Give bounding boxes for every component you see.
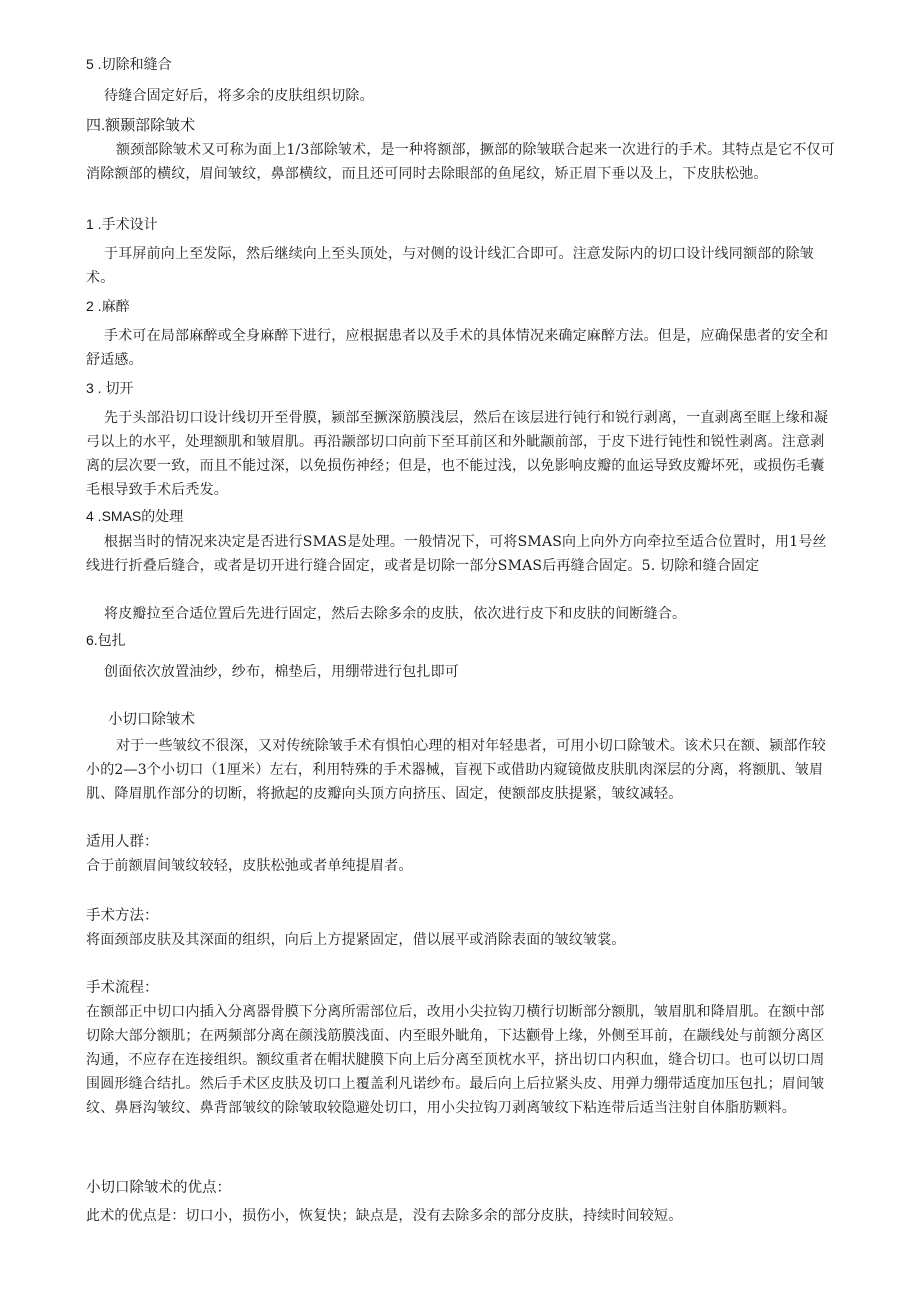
step-1-body: 于耳屏前向上至发际，然后继续向上至头顶处，与对侧的设计线汇合即可。注意发际内的切口设计线同额部的除皱术。 — [86, 246, 814, 286]
step-5-body: 将皮瓣拉至合适位置后先进行固定，然后去除多余的皮肤，依次进行皮下和皮肤的间断缝合。 — [104, 606, 687, 622]
step-6-heading: 6.包扎 — [86, 632, 126, 648]
step-4-body: 根据当时的情况来决定是否进行SMAS是处理。一般情况下，可将SMAS向上向外方向牵拉至适合位置时，用1号丝线进行折叠后缝合，或者是切开进行缝合固定，或者是切除一部分SMAS后再缝合固定。5. 切除和缝合固定 — [86, 534, 827, 574]
fit-title: 适用人群： — [86, 834, 159, 850]
flow-body: 在额部正中切口内插入分离器骨膜下分离所需部位后，改用小尖拉钩刀横行切断部分额肌，皱眉肌和降眉肌。在额中部切除大部分额肌；在两频部分离在颜浅筋膜浅面、内至眼外眦角，下达颧骨上缘，外侧至耳前，在颛线处与前额分离区沟通，不应存在连接组织。额纹重者在帽状腱膜下向上后分离至顶枕水平，挤出切口内积血，缝合切口。也可以切口周围圆形缝合结扎。然后手术区皮肤及切口上覆盖利凡诺纱布。最后向上后拉紧头皮、用弹力绷带适度加压包扎；眉间皱纹、鼻唇沟皱纹、鼻背部皱纹的除皱取较隐避处切口，用小尖拉钩刀剥离皱纹下粘连带后适当注射自体脂肪颗料。 — [86, 1004, 825, 1116]
step-3-body: 先于头部沿切口设计线切开至骨膜，颍部至撅深筋膜浅层，然后在该层进行钝行和锐行剥离，一直剥离至眶上缘和凝弓以上的水平，处理额肌和皱眉肌。再沿颛部切口向前下至耳前区和外眦颛前部，于皮下进行钝性和锐性剥离。注意剥离的层次要一致，而且不能过深，以免损伤神经；但是，也不能过浅，以免影响皮瓣的血运导致皮瓣坏死，或损伤毛囊毛根导致手术后秃发。 — [86, 410, 829, 498]
advantages-body: 此术的优点是：切口小，损伤小，恢复快；缺点是，没有去除多余的部分皮肤，持续时间较短。 — [86, 1208, 683, 1224]
section-5-heading: 5 .切除和缝合 — [86, 56, 172, 72]
section-4-title: 四.额颞部除皱术 — [86, 117, 196, 134]
section-4-intro: 额颈部除皱术又可称为面上1/3部除皱术，是一种将额部，撅部的除皱联合起来一次进行的手术。其特点是它不仅可消除额部的横纹，眉间皱纹，鼻部横纹，而且还可同时去除眼部的鱼尾纹，矫正眉下垂以及上，下皮肤松弛。 — [86, 142, 835, 182]
step-4-heading: 4 .SMAS的处理 — [86, 508, 184, 524]
flow-title: 手术流程： — [86, 980, 159, 996]
fit-body: 合于前额眉间皱纹较轻，皮肤松弛或者单纯提眉者。 — [86, 858, 413, 874]
mini-incision-body: 对于一些皱纹不很深，又对传统除皱手术有惧怕心理的相对年轻患者，可用小切口除皱术。该术只在额、颍部作较小的2—3个小切口（1厘米）左右，利用特殊的手术器械，盲视下或借助内窥镜做皮肤肌肉深层的分离，将额肌、皱眉肌、降眉肌作部分的切断，将掀起的皮瓣向头顶方向挤压、固定，使额部皮肤提紧，皱纹减轻。 — [86, 738, 826, 802]
step-3-heading: 3 . 切开 — [86, 380, 134, 396]
section-5-body: 待缝合固定好后，将多余的皮肤组织切除。 — [104, 88, 374, 104]
step-6-body: 创面依次放置油纱，纱布，棉垫后，用绷带进行包扎即可 — [104, 664, 459, 680]
advantages-title: 小切口除皱术的优点： — [86, 1180, 231, 1196]
method-body: 将面颈部皮肤及其深面的组织，向后上方提紧固定，借以展平或消除表面的皱纹皱裳。 — [86, 932, 626, 948]
step-2-heading: 2 .麻醉 — [86, 298, 130, 314]
method-title: 手术方法： — [86, 908, 159, 924]
mini-incision-title: 小切口除皱术 — [108, 712, 195, 728]
step-1-heading: 1 .手术设计 — [86, 216, 158, 232]
step-2-body: 手术可在局部麻醉或全身麻醉下进行，应根据患者以及手术的具体情况来确定麻醉方法。但是，应确保患者的安全和舒适感。 — [86, 328, 829, 368]
